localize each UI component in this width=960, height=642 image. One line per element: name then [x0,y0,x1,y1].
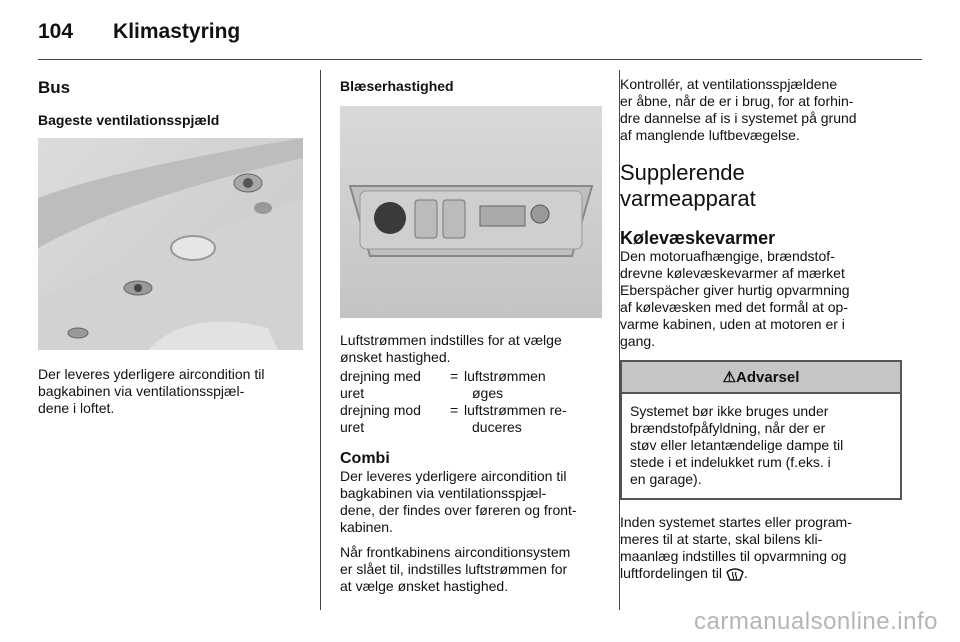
warning-box [620,360,902,500]
windscreen-heat-icon [726,566,744,585]
warning-icon: ⚠ [722,369,737,386]
def-term: uret [340,385,365,401]
text-line: Luftstrømmen indstilles for at vælge [340,332,562,348]
text-fragment: . [743,565,748,581]
text-line: er åbne, når de er i brug, for at forhin- [620,93,854,109]
def-desc: luftstrømmen re- [464,402,567,418]
supplementary-heater-title [620,160,905,212]
blower-speed-heading: Blæserhastighed [340,78,454,94]
combi-title: Combi [340,450,390,467]
warning-body [622,394,900,498]
text-line: bagkabinen via ventilationsspjæl- [38,383,245,399]
text-line: Systemet bør ikke bruges under [630,403,829,419]
text-line: af kølevæsken med det formål at op- [620,299,848,315]
text-line [620,565,905,585]
text-line: Den motoruafhængige, brændstof- [620,248,835,264]
title-line: Supplerende [620,160,745,185]
text-line: varme kabinen, uden at motoren er i [620,316,845,332]
text-line: en garage). [630,471,702,487]
def-term: uret [340,419,365,435]
definition-row [340,368,605,402]
text-line: Kontrollér, at ventilationsspjældene [620,76,838,92]
def-desc: luftstrømmen [464,368,546,384]
column-divider [320,70,321,610]
watermark: carmanualsonline.info [694,608,938,635]
page-header [38,14,240,50]
text-line: dene i loftet. [38,400,115,416]
def-term: drejning mod [340,402,421,418]
text-line: meres til at starte, skal bilens kli- [620,531,823,547]
start-instructions-paragraph [620,514,905,585]
combi-paragraph-1 [340,468,605,536]
text-line: bagkabinen via ventilationsspjæl- [340,485,547,501]
coolant-heater-title: Kølevæskevarmer [620,228,776,248]
text-line: at vælge ønsket hastighed. [340,578,509,594]
text-line: Eberspächer giver hurtig opvarmning [620,282,850,298]
page-number: 104 [38,20,74,43]
text-line: maanlæg indstilles til opvarmning og [620,548,847,564]
text-line: Der leveres yderligere aircondition til [38,366,265,382]
definition-list [340,368,605,436]
text-line: Der leveres yderligere aircondition til [340,468,567,484]
chapter-title: Klimastyring [113,20,241,43]
ceiling-vent-image [38,138,303,350]
bus-paragraph [38,366,306,417]
def-equals: = [450,402,459,418]
section-title-bus: Bus [38,78,71,97]
text-line: Inden systemet startes eller program- [620,514,852,530]
text-fragment: luftfordelingen til [620,565,722,581]
text-line: er slået til, indstilles luftstrømmen for [340,561,568,577]
text-line: Når frontkabinens airconditionsystem [340,544,571,560]
combi-paragraph-2 [340,544,605,595]
text-line: gang. [620,333,656,349]
text-line: dre dannelse af is i systemet på grund [620,110,857,126]
column-1 [38,74,306,417]
warning-header [622,362,900,394]
blower-control-image [340,106,602,318]
header-rule [38,59,922,60]
def-desc: duceres [472,419,522,435]
blower-intro [340,332,605,366]
warning-title: Advarsel [736,369,800,386]
text-line: stede i et indelukket rum (f.eks. i [630,454,831,470]
text-line: drevne kølevæskevarmer af mærket [620,265,845,281]
vent-check-paragraph [620,76,905,144]
text-line: ønsket hastighed. [340,349,451,365]
title-line: varmeapparat [620,186,756,211]
def-desc: øges [472,385,504,401]
column-3 [620,74,905,585]
def-term: drejning med [340,368,421,384]
text-line: støv eller letantændelige dampe til [630,437,844,453]
text-line: af manglende luftbevægelse. [620,127,800,143]
coolant-heater-paragraph [620,248,905,350]
subsection-title: Bageste ventilationsspjæld [38,112,220,128]
text-line: brændstofpåfyldning, når der er [630,420,826,436]
def-equals: = [450,368,459,384]
text-line: kabinen. [340,519,393,535]
definition-row [340,402,605,436]
column-2 [340,74,605,595]
text-line: dene, der findes over føreren og front- [340,502,577,518]
